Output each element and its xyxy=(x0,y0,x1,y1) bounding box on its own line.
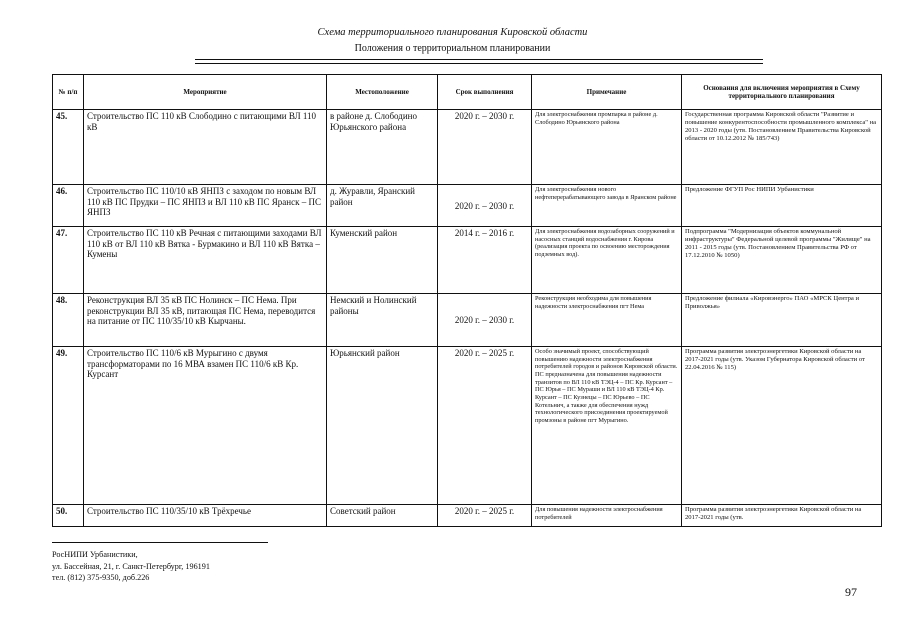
row-number: 46. xyxy=(53,185,84,227)
column-header-event: Мероприятие xyxy=(84,75,327,110)
row-term: 2020 г. – 2030 г. xyxy=(438,294,532,347)
footer xyxy=(52,549,210,584)
column-header-basis: Основания для включения мероприятия в Схему территориального планирования xyxy=(682,75,882,110)
row-note: Для повышения надежности электроснабжения потребителей xyxy=(532,505,682,527)
footer-phone: тел. (812) 375-9350, доб.226 xyxy=(52,573,150,583)
footer-org: РосНИПИ Урбанистики, xyxy=(52,550,138,559)
footer-address: ул. Бассейная, 21, г. Санкт-Петербург, 196191 xyxy=(52,561,210,571)
column-header-location: Местоположение xyxy=(327,75,438,110)
header-rule-thick xyxy=(195,59,763,60)
table-row xyxy=(53,347,882,505)
row-number: 49. xyxy=(53,347,84,505)
row-event: Строительство ПС 110/35/10 кВ Трёхречье xyxy=(84,505,327,527)
page-number: 97 xyxy=(845,585,857,599)
column-header-num: № п/п xyxy=(53,75,84,110)
row-location: Куменский район xyxy=(327,227,438,294)
row-number: 45. xyxy=(53,110,84,185)
row-number: 48. xyxy=(53,294,84,347)
row-basis: Государственная программа Кировской области "Развитие и повышение конкурентоспособности промышленного комплекса" на 2013 - 2020 годы (утв. Постановлением Правительства Кировской области от 10.12.2012 № 185/743) xyxy=(682,110,882,185)
table-row xyxy=(53,110,882,185)
column-header-note: Примечание xyxy=(532,75,682,110)
row-basis: Предложение ФГУП Рос НИПИ Урбанистики xyxy=(682,185,882,227)
row-basis: Подпрограмма "Модернизация объектов коммунальной инфраструктуры" Федеральной целевой программы "Жилище" на 2011 - 2015 годы (утв. Постановлением Правительства РФ от 17.12.2010 № 1050) xyxy=(682,227,882,294)
row-basis: Программа развития электроэнергетики Кировской области на 2017-2021 годы (утв. xyxy=(682,505,882,527)
row-note: Особо значимый проект, способствующий повышению надежности электроснабжения потребителей городов и районов Кировской области. ПС предназначена для повышения надежности транзитов по ВЛ 110 кВ ТЭЦ-4 – ПС Кр. Курсант – ПС Юрья – ПС Мураши и ВЛ 110 кВ ТЭЦ-4 Кр. Курсант – ПС Кузнецы – ПС Юрьево – ПС Котельнич, а также для обеспечения нужд технологического присоединения проектируемой промзоны в районе пгт Мурыгино. xyxy=(532,347,682,505)
row-term: 2014 г. – 2016 г. xyxy=(438,227,532,294)
table-header-row xyxy=(53,75,882,110)
table-row xyxy=(53,185,882,227)
document-subtitle: Положения о территориальном планировании xyxy=(354,43,551,54)
row-number: 50. xyxy=(53,505,84,527)
footer-rule xyxy=(52,542,268,543)
row-basis: Программа развития электроэнергетики Кировской области на 2017-2021 годы (утв. Указом Губернатора Кировской области от 22.04.2016 № 115) xyxy=(682,347,882,505)
row-event: Строительство ПС 110/10 кВ ЯНПЗ с заходом по новым ВЛ 110 кВ ПС Прудки – ПС ЯНПЗ и ВЛ 110 кВ ПС Яранск – ПС ЯНПЗ xyxy=(84,185,327,227)
row-event: Строительство ПС 110/6 кВ Мурыгино с двумя трансформаторами по 16 МВА взамен ПС 110/6 кВ Кр. Курсант xyxy=(84,347,327,505)
row-term: 2020 г. – 2025 г. xyxy=(438,505,532,527)
row-location: д. Журавли, Яранский район xyxy=(327,185,438,227)
document-title: Схема территориального планирования Кировской области xyxy=(317,27,588,38)
row-location: Немский и Нолинский районы xyxy=(327,294,438,347)
row-location: в районе д. Слободино Юрьянского района xyxy=(327,110,438,185)
row-location: Советский район xyxy=(327,505,438,527)
table-row xyxy=(53,227,882,294)
row-event: Реконструкция ВЛ 35 кВ ПС Нолинск – ПС Нема. При реконструкции ВЛ 35 кВ, питающая ПС Нема, переводится на питание от ПС 110/35/10 кВ Кырчаны. xyxy=(84,294,327,347)
planning-table xyxy=(52,74,882,527)
row-number: 47. xyxy=(53,227,84,294)
column-header-term: Срок выполнения xyxy=(438,75,532,110)
row-event: Строительство ПС 110 кВ Слободино с питающими ВЛ 110 кВ xyxy=(84,110,327,185)
row-basis: Предложение филиала «Кировэнерго» ПАО «МРСК Центра и Приволжья» xyxy=(682,294,882,347)
row-location: Юрьянский район xyxy=(327,347,438,505)
table-row xyxy=(53,294,882,347)
row-note: Для электроснабжения промпарка в районе д. Слободино Юрьянского района xyxy=(532,110,682,185)
header-rule-thin xyxy=(195,63,763,64)
row-event: Строительство ПС 110 кВ Речная с питающими заходами ВЛ 110 кВ от ВЛ 110 кВ Вятка - Бурмакино и ВЛ 110 кВ Вятка – Кумены xyxy=(84,227,327,294)
row-note: Реконструкция необходима для повышения надежности электроснабжения пгт Нема xyxy=(532,294,682,347)
row-term: 2020 г. – 2025 г. xyxy=(438,347,532,505)
table-row xyxy=(53,505,882,527)
row-note: Для электроснабжения нового нефтеперерабатывающего завода в Яранском районе xyxy=(532,185,682,227)
row-note: Для электроснабжения водозаборных сооружений и насосных станций водоснабжения г. Кирова (реализация проекта по освоению месторождения подземных вод). xyxy=(532,227,682,294)
row-term: 2020 г. – 2030 г. xyxy=(438,110,532,185)
row-term: 2020 г. – 2030 г. xyxy=(438,185,532,227)
